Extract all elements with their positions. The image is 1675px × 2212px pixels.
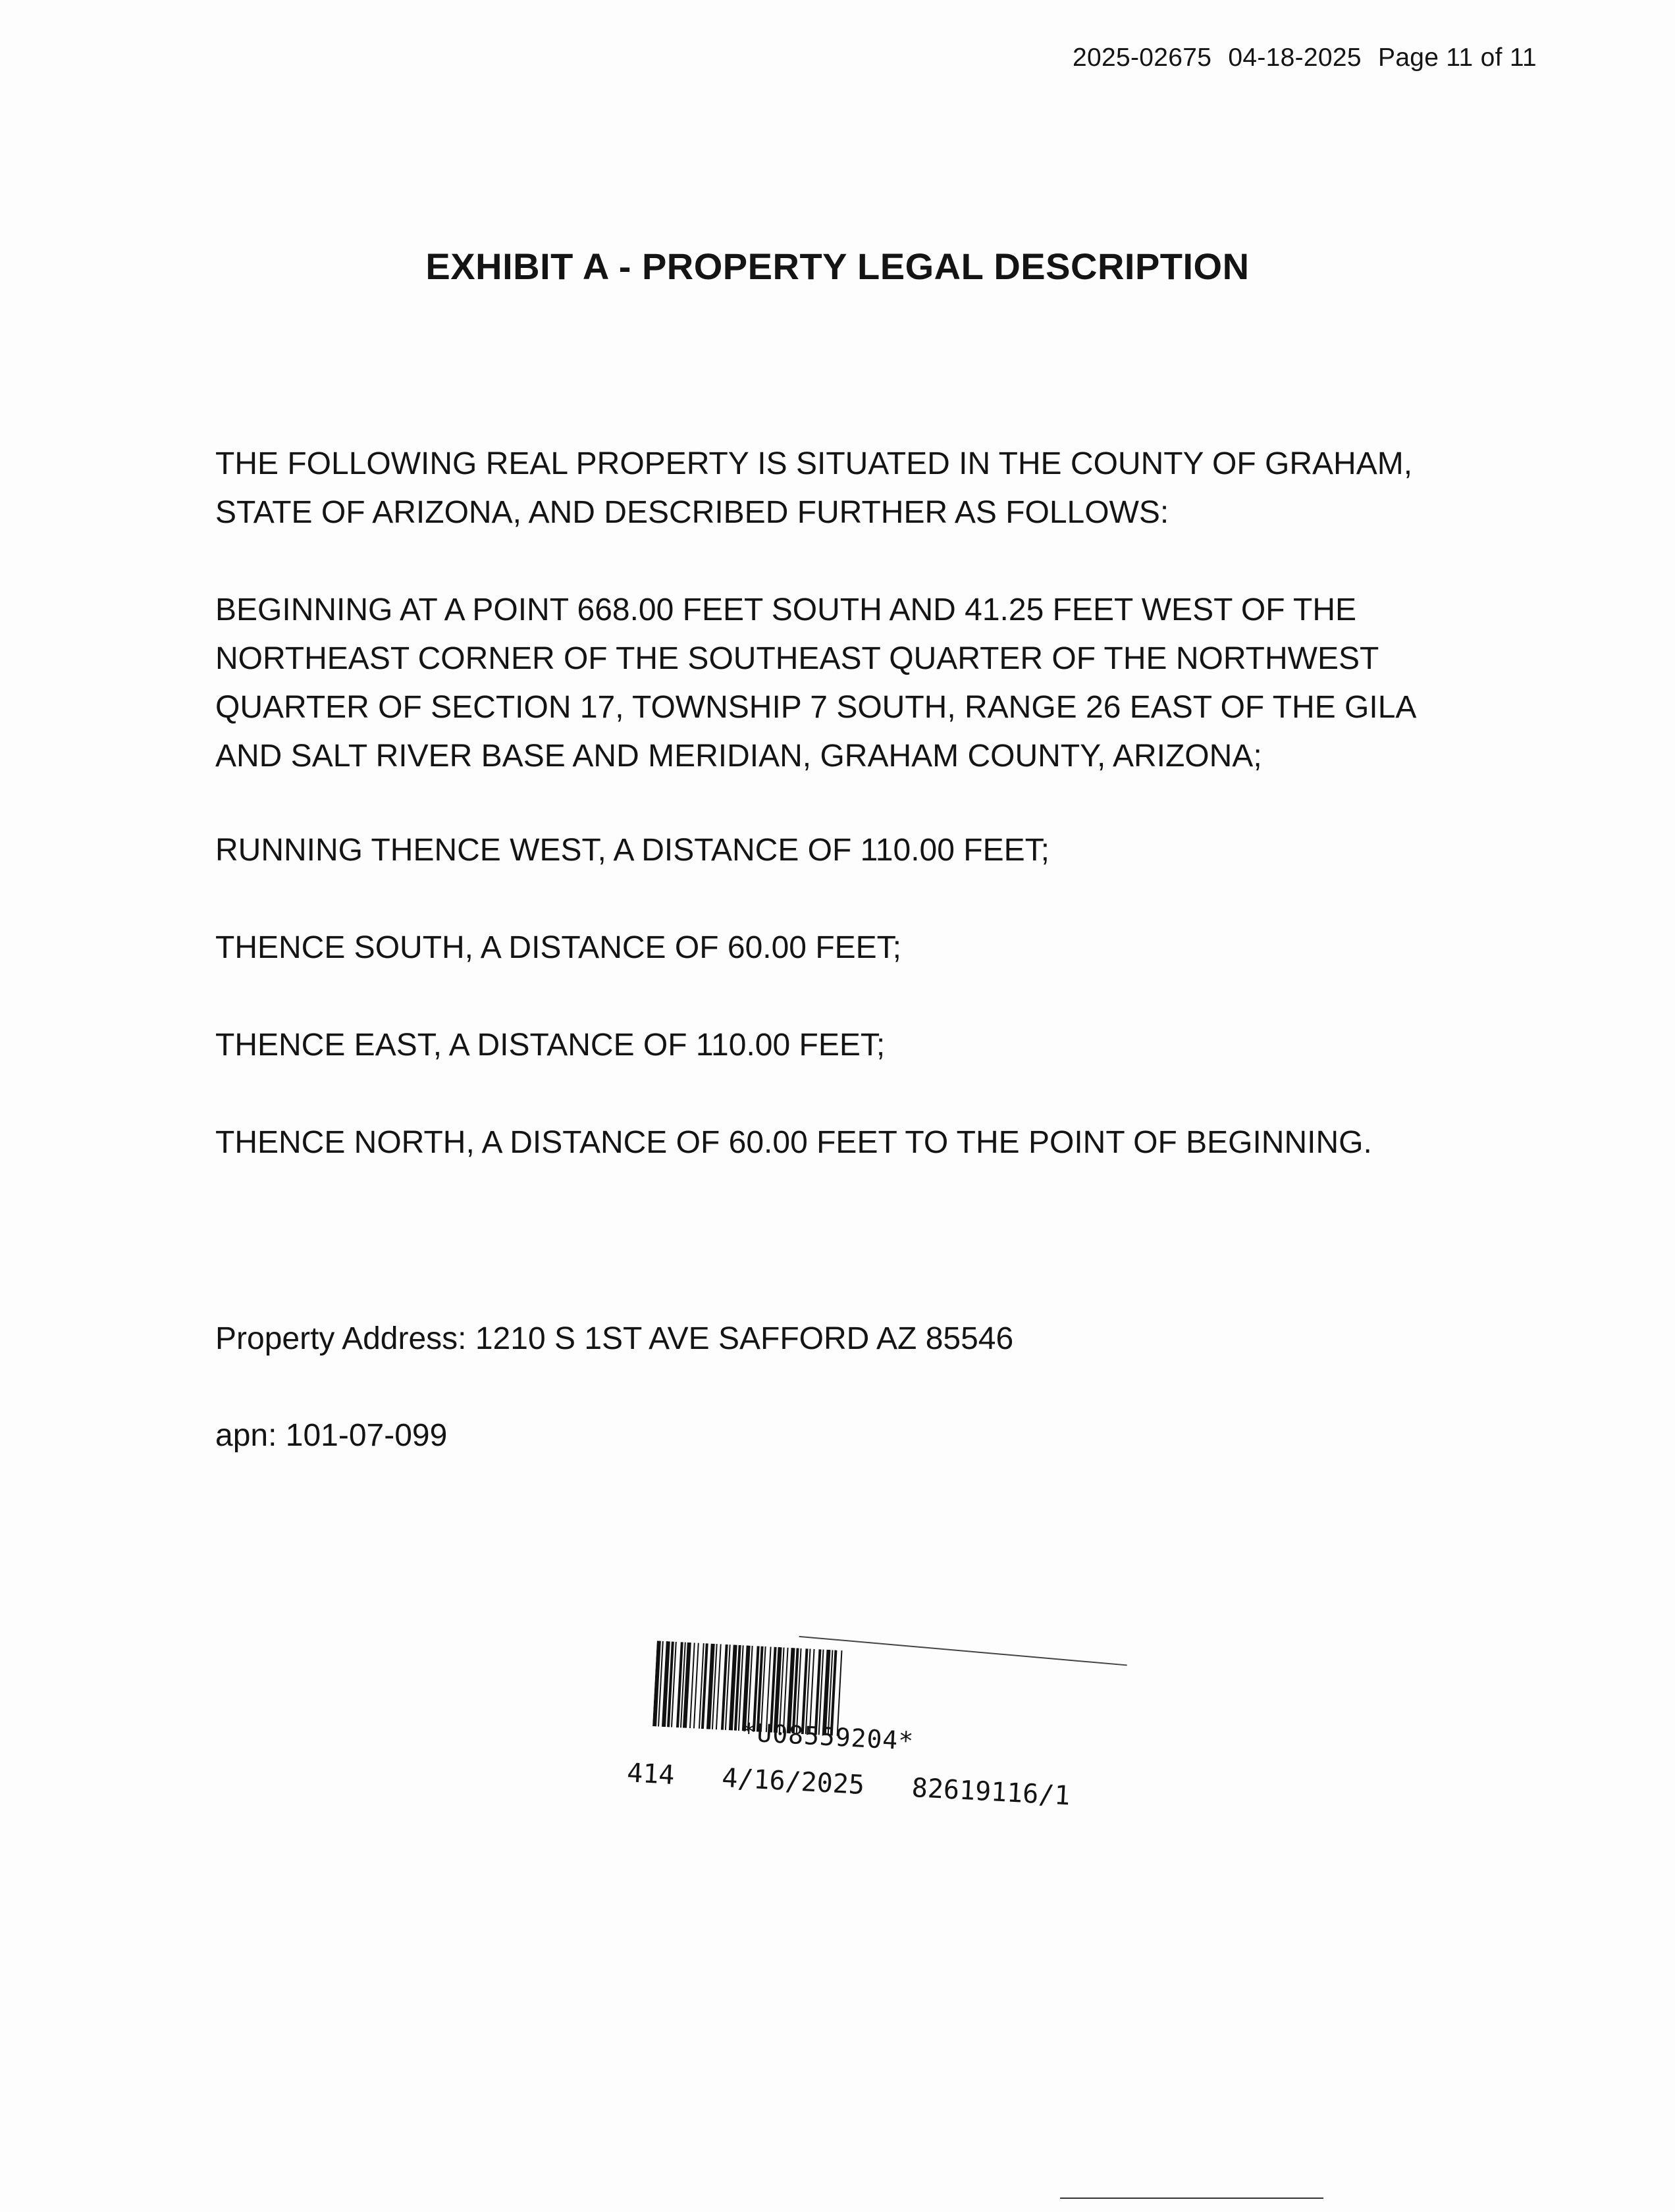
barcode-code: *U08559204* [740, 1718, 915, 1756]
course-1 [215, 826, 1493, 875]
course-3 [215, 1021, 1493, 1070]
course-4 [215, 1119, 1493, 1167]
beginning-paragraph [215, 586, 1493, 781]
recording-date: 04-18-2025 [1228, 43, 1362, 72]
stamp-reference: 82619116/1 [911, 1772, 1071, 1812]
apn-number: apn: 101-07-099 [215, 1418, 448, 1453]
barcode-stamp [616, 1613, 1142, 1876]
paragraph-course-north: THENCE NORTH, A DISTANCE OF 60.00 FEET TO THE POINT OF BEGINNING. [215, 1125, 1372, 1160]
exhibit-title: EXHIBIT A - PROPERTY LEGAL DESCRIPTION [425, 246, 1250, 287]
page-number: Page 11 of 11 [1378, 43, 1537, 72]
footer-rule [1060, 2198, 1323, 2199]
course-2 [215, 924, 1493, 972]
paragraph-intro: THE FOLLOWING REAL PROPERTY IS SITUATED IN THE COUNTY OF GRAHAM, STATE OF ARIZONA, AND DESCRIBED FURTHER AS FOLLOWS: [215, 446, 1413, 530]
barcode-bar [676, 1642, 683, 1727]
recording-stamp [1073, 43, 1537, 72]
intro-paragraph [215, 440, 1493, 537]
paragraph-course-west: RUNNING THENCE WEST, A DISTANCE OF 110.00 FEET; [215, 833, 1050, 868]
stamp-date: 4/16/2025 [721, 1762, 866, 1801]
paragraph-course-south: THENCE SOUTH, A DISTANCE OF 60.00 FEET; [215, 930, 902, 965]
paragraph-course-east: THENCE EAST, A DISTANCE OF 110.00 FEET; [215, 1028, 886, 1063]
stamp-text [626, 1758, 1102, 1813]
stamp-prefix: 414 [626, 1758, 676, 1791]
paragraph-beginning: BEGINNING AT A POINT 668.00 FEET SOUTH AND 41.25 FEET WEST OF THE NORTHEAST CORNER OF THE SOUTHEAST QUARTER OF THE NORTHWEST QUARTER OF SECTION 17, TOWNSHIP 7 SOUTH, RANGE 26 EAST OF THE GILA AND SALT RIVER BASE AND MERIDIAN, GRAHAM COUNTY, ARIZONA; [215, 592, 1417, 774]
property-address: Property Address: 1210 S 1ST AVE SAFFORD AZ 85546 [215, 1321, 1014, 1356]
document-number: 2025-02675 [1073, 43, 1212, 72]
barcode-bar [721, 1645, 728, 1730]
